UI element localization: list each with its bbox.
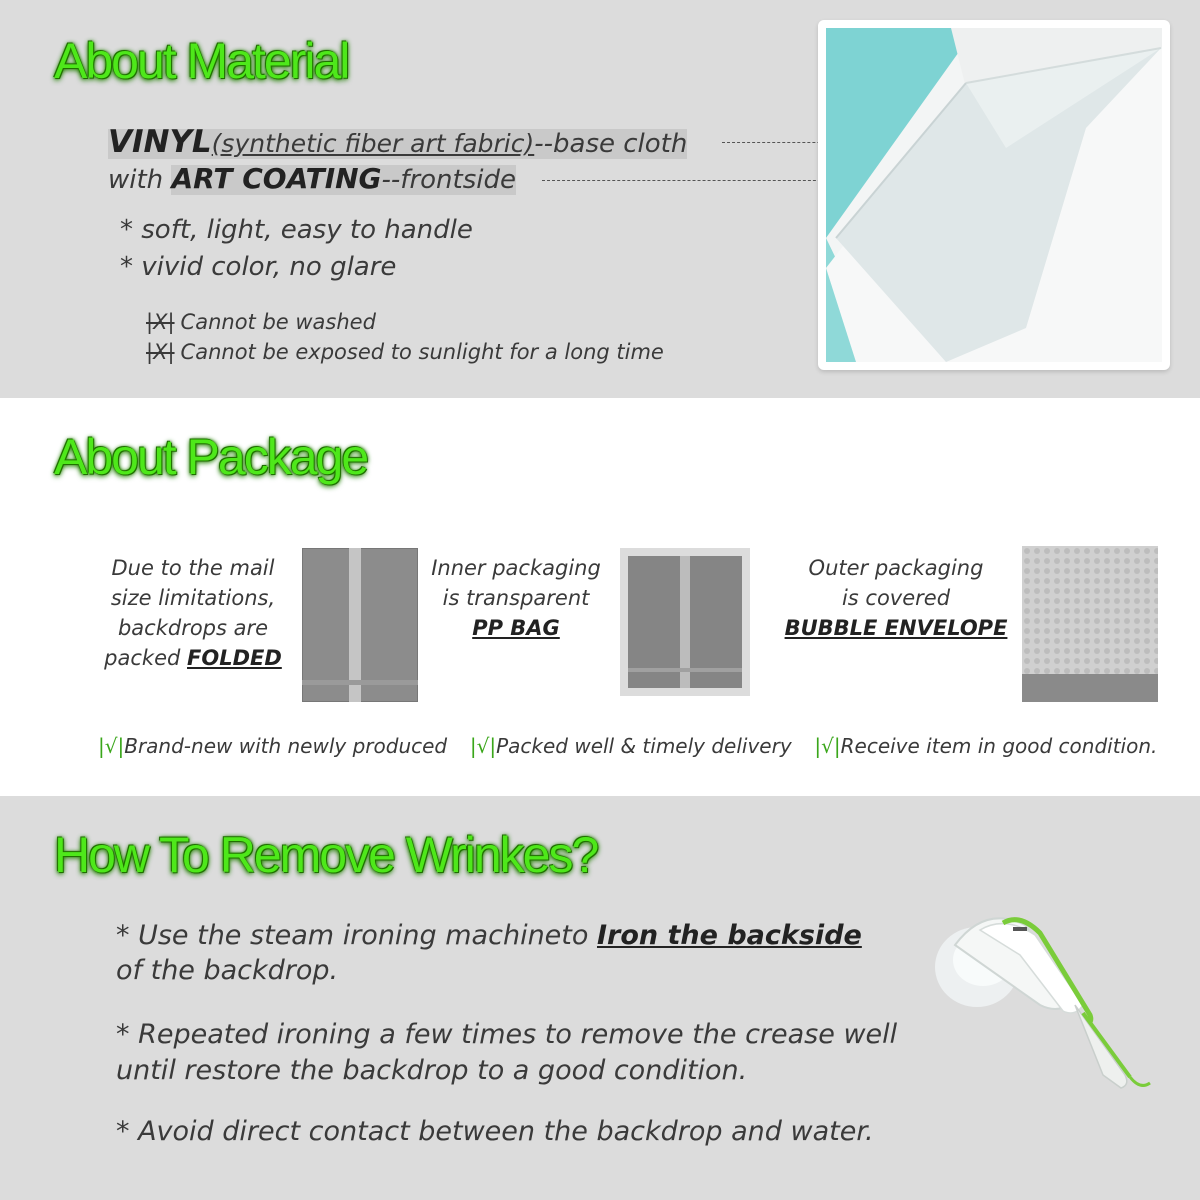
folded-line: Due to the mail: [111, 556, 275, 580]
step-iron-backside: [116, 918, 862, 954]
folded-prefix: packed: [104, 646, 188, 670]
warning-wash-text: Cannot be washed: [180, 310, 376, 334]
steam-iron-image: [925, 905, 1175, 1095]
check-item: Brand-new with newly produced: [124, 734, 448, 758]
check-icon: |√|: [814, 734, 841, 758]
package-heading: About Package: [54, 429, 368, 485]
coating-description: [108, 162, 516, 195]
outer-emphasis: BUBBLE ENVELOPE: [784, 616, 1008, 640]
step-avoid-water: * Avoid direct contact between the backdrop and water.: [116, 1116, 874, 1147]
vinyl-rest: --base cloth: [534, 129, 688, 159]
vinyl-paren: (synthetic fiber art fabric): [211, 129, 535, 158]
folded-line: size limitations,: [110, 586, 276, 610]
check-icon: |√|: [98, 734, 125, 758]
wrinkles-heading: How To Remove Wrinkes?: [54, 827, 598, 883]
vinyl-word: VINYL: [108, 124, 212, 160]
pp-bag-image: [620, 548, 750, 696]
pp-bag-icon: [620, 548, 750, 696]
folded-line: backdrops are: [117, 616, 269, 640]
check-item: Receive item in good condition.: [840, 734, 1158, 758]
folded-cloth-icon: [302, 548, 418, 702]
folded-emphasis: FOLDED: [187, 646, 282, 670]
step-repeat-ironing-line1: * Repeated ironing a few times to remove the crease well: [116, 1019, 898, 1050]
bubble-envelope-icon: [1022, 546, 1158, 702]
coating-word: ART COATING: [171, 162, 382, 195]
inner-emphasis: PP BAG: [472, 616, 560, 640]
coating-rest: --frontside: [381, 165, 517, 195]
warning-wash: [146, 310, 376, 334]
inner-line: Inner packaging: [431, 556, 601, 580]
step1-emphasis: Iron the backside: [596, 920, 862, 951]
coating-leader-line: [542, 180, 846, 181]
folded-line: [88, 643, 298, 673]
fabric-photo: [818, 20, 1170, 370]
check-icon: |√|: [469, 734, 497, 758]
bubble-envelope-image: [1022, 546, 1158, 702]
step1-prefix: * Use the steam ironing machineto: [116, 920, 597, 951]
cross-icon: |X|: [146, 310, 175, 334]
folded-description: [88, 553, 298, 673]
check-item: Packed well & timely delivery: [496, 734, 792, 758]
package-checklist: [98, 734, 1157, 758]
outer-line: Outer packaging: [808, 556, 984, 580]
cross-icon: |X|: [146, 340, 175, 364]
warning-sunlight: [146, 340, 664, 364]
warning-sunlight-text: Cannot be exposed to sunlight for a long time: [180, 340, 664, 364]
folded-backdrop-image: [302, 548, 418, 702]
bullet-soft: * soft, light, easy to handle: [120, 215, 473, 245]
step-repeat-ironing-line2: until restore the backdrop to a good condition.: [116, 1055, 748, 1086]
step1-continuation: of the backdrop.: [116, 955, 339, 986]
with-word: with: [108, 165, 172, 195]
fabric-corner-photo-icon: [826, 28, 1162, 362]
steam-iron-icon: [925, 905, 1175, 1095]
vinyl-description: [108, 124, 687, 160]
inner-description: [420, 553, 612, 643]
inner-line: is transparent: [442, 586, 590, 610]
bullet-vivid: * vivid color, no glare: [120, 252, 397, 282]
material-heading: About Material: [54, 33, 349, 89]
outer-line: is covered: [841, 586, 951, 610]
outer-description: [772, 553, 1020, 643]
